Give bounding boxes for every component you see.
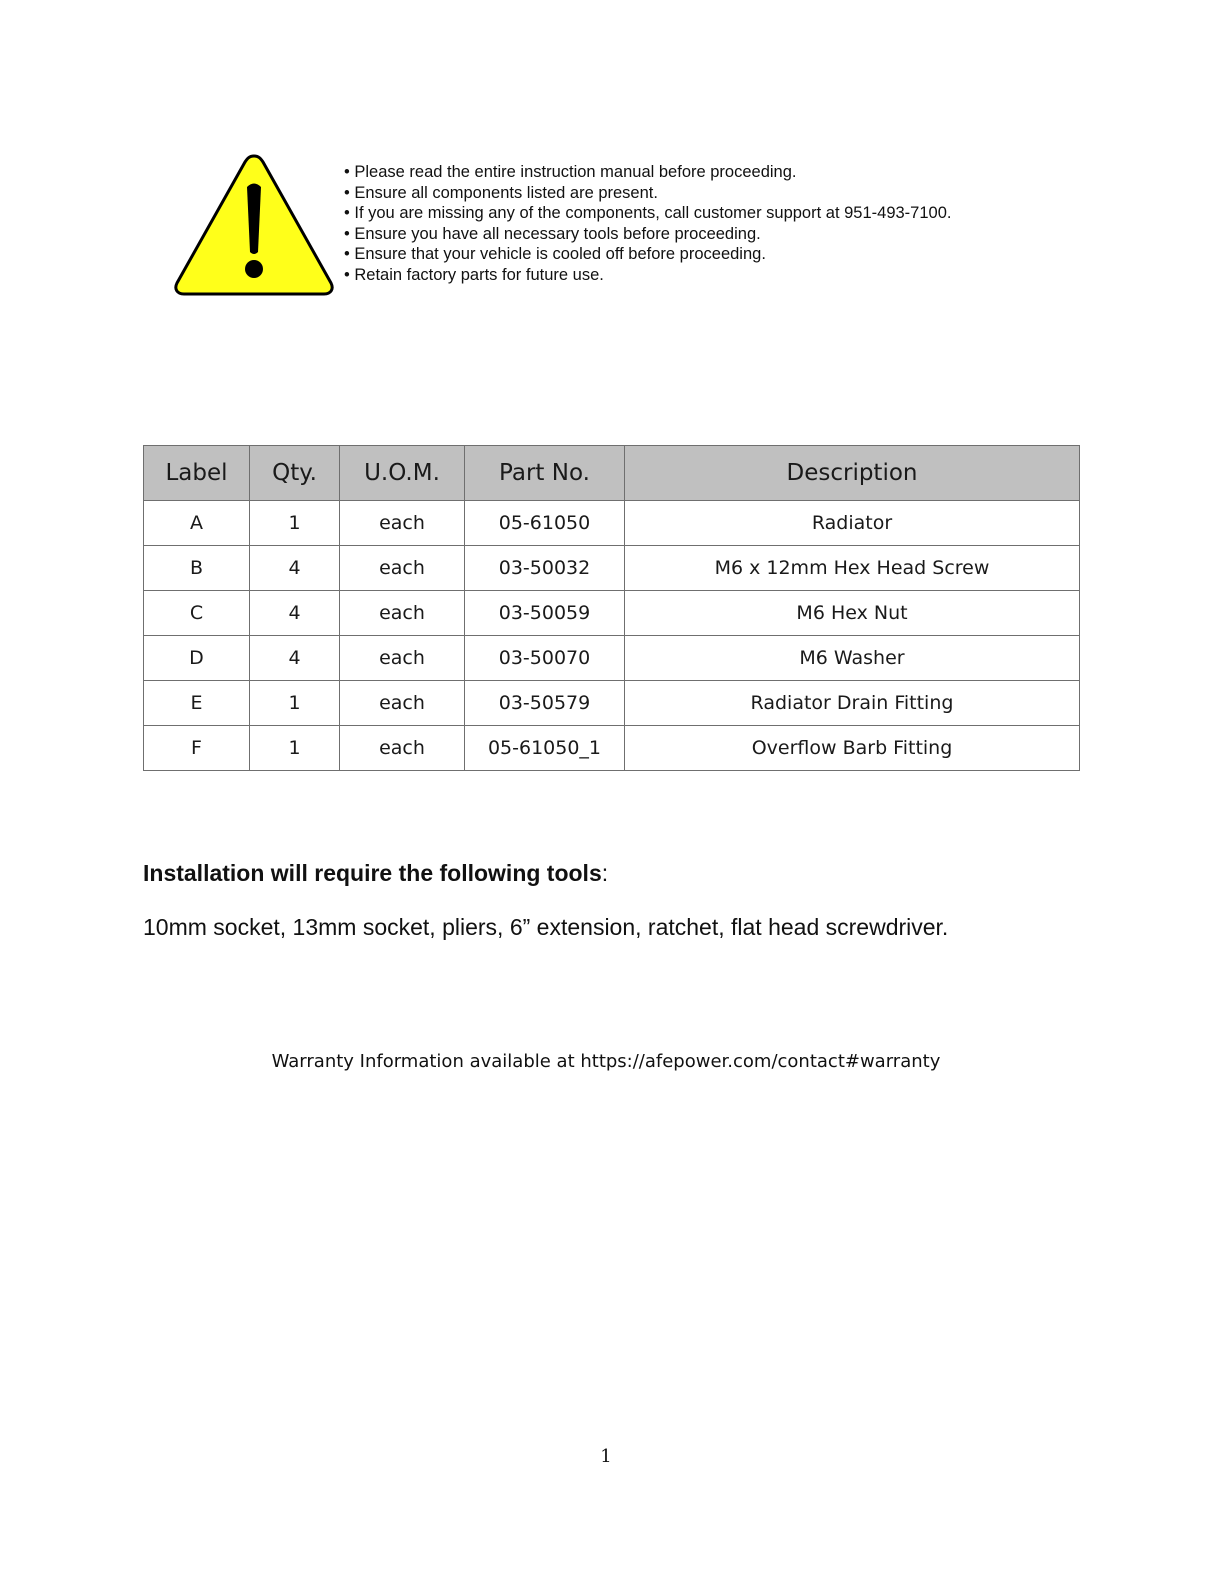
cell-uom: each	[340, 681, 465, 726]
warning-item: • Retain factory parts for future use.	[344, 265, 951, 286]
cell-qty: 4	[250, 636, 340, 681]
cell-qty: 1	[250, 726, 340, 771]
cell-label: D	[144, 636, 250, 681]
warning-item: • Ensure you have all necessary tools before proceeding.	[344, 224, 951, 245]
cell-uom: each	[340, 591, 465, 636]
warranty-info: Warranty Information available at https://afepower.com/contact#warranty	[271, 1051, 941, 1072]
cell-uom: each	[340, 501, 465, 546]
table-row	[144, 636, 1080, 681]
cell-label: A	[144, 501, 250, 546]
cell-description: Overflow Barb Fitting	[625, 726, 1080, 771]
cell-qty: 1	[250, 681, 340, 726]
cell-uom: each	[340, 726, 465, 771]
parts-table	[143, 445, 1080, 771]
warning-list	[344, 162, 951, 286]
cell-part-no: 03-50059	[465, 591, 625, 636]
cell-qty: 4	[250, 546, 340, 591]
page-number: 1	[600, 1446, 612, 1467]
table-row	[144, 591, 1080, 636]
tools-heading	[143, 858, 608, 888]
cell-description: M6 Hex Nut	[625, 591, 1080, 636]
warning-item: • Please read the entire instruction manual before proceeding.	[344, 162, 951, 183]
tools-heading-colon: :	[601, 860, 609, 886]
header-uom: U.O.M.	[340, 446, 465, 501]
cell-description: M6 Washer	[625, 636, 1080, 681]
cell-description: M6 x 12mm Hex Head Screw	[625, 546, 1080, 591]
table-row	[144, 681, 1080, 726]
warning-triangle-icon	[172, 152, 336, 298]
cell-label: E	[144, 681, 250, 726]
cell-uom: each	[340, 546, 465, 591]
header-description: Description	[625, 446, 1080, 501]
header-label: Label	[144, 446, 250, 501]
warning-item: • Ensure all components listed are present.	[344, 183, 951, 204]
cell-part-no: 03-50032	[465, 546, 625, 591]
warning-item: • If you are missing any of the components, call customer support at 951-493-7100.	[344, 203, 951, 224]
cell-label: F	[144, 726, 250, 771]
cell-part-no: 03-50070	[465, 636, 625, 681]
cell-qty: 4	[250, 591, 340, 636]
cell-part-no: 05-61050	[465, 501, 625, 546]
cell-part-no: 03-50579	[465, 681, 625, 726]
tools-heading-text: Installation will require the following tools	[143, 860, 602, 886]
cell-description: Radiator Drain Fitting	[625, 681, 1080, 726]
table-header-row	[144, 446, 1080, 501]
table-row	[144, 726, 1080, 771]
tools-list: 10mm socket, 13mm socket, pliers, 6” extension, ratchet, flat head screwdriver.	[143, 914, 949, 940]
cell-part-no: 05-61050_1	[465, 726, 625, 771]
header-qty: Qty.	[250, 446, 340, 501]
table-row	[144, 501, 1080, 546]
cell-label: B	[144, 546, 250, 591]
cell-uom: each	[340, 636, 465, 681]
warning-block	[172, 152, 1052, 302]
table-row	[144, 546, 1080, 591]
cell-qty: 1	[250, 501, 340, 546]
cell-label: C	[144, 591, 250, 636]
header-part-no: Part No.	[465, 446, 625, 501]
cell-description: Radiator	[625, 501, 1080, 546]
warning-item: • Ensure that your vehicle is cooled off before proceeding.	[344, 244, 951, 265]
